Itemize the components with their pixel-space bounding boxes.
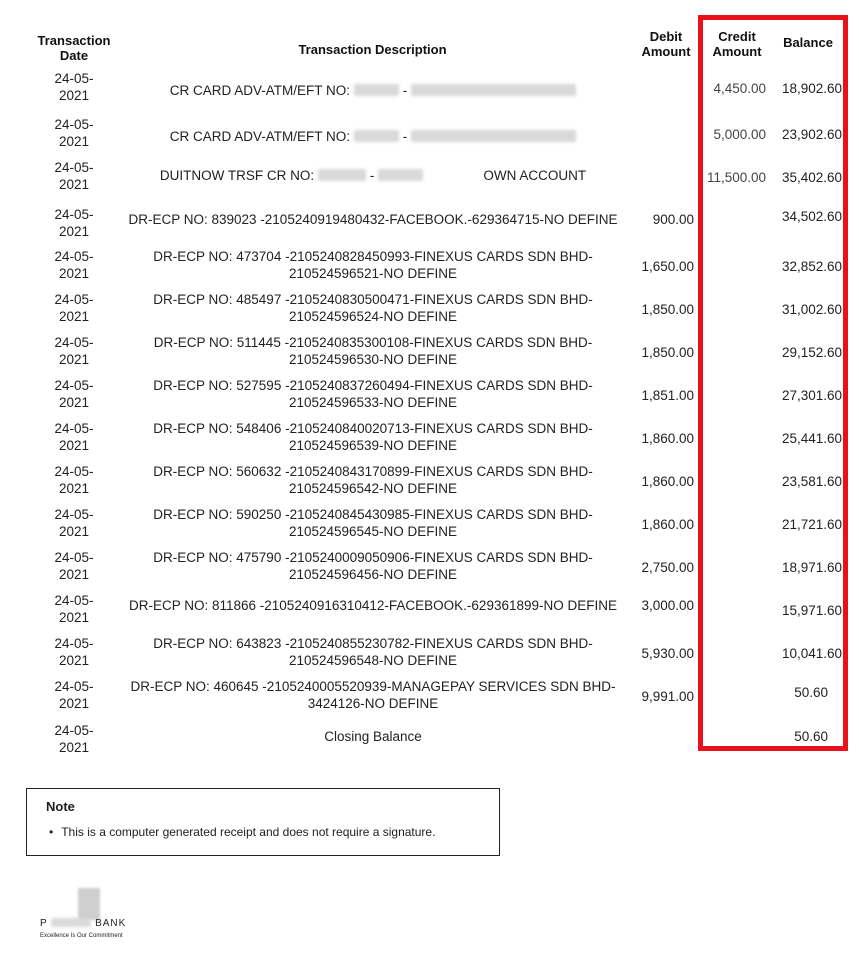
- row-description: [118, 549, 628, 583]
- description-text: CR CARD ADV-ATM/EFT NO:: [169, 83, 351, 98]
- bullet-icon: •: [49, 825, 54, 839]
- row-balance: 18,902.60: [781, 81, 842, 96]
- row-balance: 35,402.60: [781, 170, 842, 185]
- note-item: [49, 825, 435, 839]
- description-line-2: 210524596542-NO DEFINE: [288, 481, 458, 496]
- row-date: 24-05- 2021: [54, 207, 94, 239]
- description-line-2: 210524596533-NO DEFINE: [288, 395, 458, 410]
- bank-tagline: Excellence Is Our Commitment: [40, 933, 123, 939]
- description-line-1: DR-ECP NO: 590250 -2105240845430985-FINEXUS CARDS SDN BHD-: [153, 507, 593, 522]
- description-line-2: 3424126-NO DEFINE: [307, 696, 439, 711]
- separator: -: [366, 168, 375, 183]
- separator: -: [399, 129, 408, 144]
- description-line-1: DR-ECP NO: 473704 -2105240828450993-FINEXUS CARDS SDN BHD-: [153, 249, 593, 264]
- row-balance: 50.60: [794, 685, 828, 700]
- row-balance: 31,002.60: [781, 302, 842, 317]
- description-text: DUITNOW TRSF CR NO:: [159, 168, 315, 183]
- row-date: 24-05- 2021: [54, 71, 94, 103]
- row-date: 24-05- 2021: [54, 464, 94, 496]
- row-balance: 25,441.60: [781, 431, 842, 446]
- description-line-1: Closing Balance: [324, 729, 422, 744]
- description-line-2: 210524596456-NO DEFINE: [288, 567, 458, 582]
- row-date: 24-05- 2021: [54, 335, 94, 367]
- note-title: Note: [46, 799, 75, 814]
- row-debit: 1,850.00: [641, 302, 694, 317]
- header-debit: Debit Amount: [641, 29, 691, 59]
- row-date: 24-05- 2021: [54, 378, 94, 410]
- row-balance: 27,301.60: [781, 388, 842, 403]
- redacted-text: [354, 130, 399, 142]
- row-credit: 11,500.00: [706, 170, 766, 185]
- row-debit: 1,860.00: [641, 474, 694, 489]
- note-box: [26, 788, 500, 856]
- row-description: [118, 678, 628, 712]
- description-line-1: DR-ECP NO: 511445 -2105240835300108-FINEXUS CARDS SDN BHD-: [153, 335, 593, 350]
- description-line-1: DR-ECP NO: 839023 -2105240919480432-FACEBOOK.-629364715-NO DEFINE: [128, 212, 618, 227]
- description-text: CR CARD ADV-ATM/EFT NO:: [169, 129, 351, 144]
- row-debit: 3,000.00: [641, 598, 694, 613]
- redacted-logo-mark: [78, 888, 100, 920]
- row-date: 24-05- 2021: [54, 636, 94, 668]
- redacted-text: [318, 169, 366, 181]
- description-line-1: DR-ECP NO: 460645 -2105240005520939-MANAGEPAY SERVICES SDN BHD-: [130, 679, 616, 694]
- description-line-1: DR-ECP NO: 527595 -2105240837260494-FINEXUS CARDS SDN BHD-: [153, 378, 593, 393]
- description-line-1: DR-ECP NO: 548406 -2105240840020713-FINEXUS CARDS SDN BHD-: [153, 421, 593, 436]
- description-line-2: 210524596545-NO DEFINE: [288, 524, 458, 539]
- redacted-text: [411, 130, 576, 142]
- header-balance: Balance: [783, 35, 833, 50]
- description-line-1: DR-ECP NO: 643823 -2105240855230782-FINEXUS CARDS SDN BHD-: [153, 636, 593, 651]
- row-balance: 23,902.60: [781, 127, 842, 142]
- bank-name-prefix: P: [40, 918, 48, 929]
- row-date: 24-05- 2021: [54, 421, 94, 453]
- row-description: [118, 506, 628, 540]
- redacted-text: [51, 918, 91, 927]
- note-text: This is a computer generated receipt and does not require a signature.: [61, 825, 436, 839]
- description-line-2: 210524596548-NO DEFINE: [288, 653, 458, 668]
- row-balance: 32,852.60: [781, 259, 842, 274]
- row-description: [118, 463, 628, 497]
- row-date: 24-05- 2021: [54, 292, 94, 324]
- bank-name: [40, 918, 126, 929]
- row-balance: 29,152.60: [781, 345, 842, 360]
- bank-logo: [40, 888, 170, 948]
- row-balance: 10,041.60: [781, 646, 842, 661]
- row-description: [118, 128, 628, 145]
- row-credit: 4,450.00: [713, 81, 766, 96]
- row-date: 24-05- 2021: [54, 723, 94, 755]
- row-date: 24-05- 2021: [54, 507, 94, 539]
- description-line-2: 210524596530-NO DEFINE: [288, 352, 458, 367]
- row-debit: 2,750.00: [641, 560, 694, 575]
- description-line-1: DR-ECP NO: 485497 -2105240830500471-FINEXUS CARDS SDN BHD-: [153, 292, 593, 307]
- header-description: Transaction Description: [298, 42, 447, 57]
- description-line-2: 210524596521-NO DEFINE: [288, 266, 458, 281]
- redacted-text: [411, 84, 576, 96]
- bank-name-suffix: BANK: [95, 918, 127, 929]
- row-date: 24-05- 2021: [54, 117, 94, 149]
- row-description: [118, 167, 628, 184]
- description-line-1: DR-ECP NO: 560632 -2105240843170899-FINEXUS CARDS SDN BHD-: [153, 464, 593, 479]
- row-description: [118, 635, 628, 669]
- row-description: [118, 377, 628, 411]
- row-description: [118, 82, 628, 99]
- row-date: 24-05- 2021: [54, 550, 94, 582]
- highlight-box: [698, 15, 848, 751]
- row-debit: 1,850.00: [641, 345, 694, 360]
- redacted-text: [378, 169, 423, 181]
- row-balance: 18,971.60: [781, 560, 842, 575]
- row-debit: 900.00: [652, 212, 694, 227]
- row-debit: 9,991.00: [641, 689, 694, 704]
- row-date: 24-05- 2021: [54, 249, 94, 281]
- separator: -: [399, 83, 408, 98]
- row-date: 24-05- 2021: [54, 679, 94, 711]
- description-note: OWN ACCOUNT: [483, 168, 587, 183]
- row-debit: 1,851.00: [641, 388, 694, 403]
- row-balance: 23,581.60: [781, 474, 842, 489]
- header-credit: Credit Amount: [712, 29, 762, 59]
- row-description: [118, 334, 628, 368]
- row-debit: 1,650.00: [641, 259, 694, 274]
- description-line-2: 210524596524-NO DEFINE: [288, 309, 458, 324]
- redacted-text: [354, 84, 399, 96]
- row-description: [118, 597, 628, 614]
- row-date: 24-05- 2021: [54, 160, 94, 192]
- row-debit: 1,860.00: [641, 431, 694, 446]
- description-line-1: DR-ECP NO: 811866 -2105240916310412-FACEBOOK.-629361899-NO DEFINE: [128, 598, 618, 613]
- description-line-1: DR-ECP NO: 475790 -2105240009050906-FINEXUS CARDS SDN BHD-: [153, 550, 593, 565]
- row-balance: 21,721.60: [781, 517, 842, 532]
- row-description: [118, 728, 628, 745]
- row-date: 24-05- 2021: [54, 593, 94, 625]
- header-date: Transaction Date: [37, 33, 111, 63]
- row-description: [118, 291, 628, 325]
- description-line-2: 210524596539-NO DEFINE: [288, 438, 458, 453]
- row-description: [118, 248, 628, 282]
- row-balance: 50.60: [794, 729, 828, 744]
- row-debit: 5,930.00: [641, 646, 694, 661]
- row-description: [118, 420, 628, 454]
- row-balance: 15,971.60: [781, 603, 842, 618]
- row-balance: 34,502.60: [781, 209, 842, 224]
- row-debit: 1,860.00: [641, 517, 694, 532]
- row-description: [118, 211, 628, 228]
- row-credit: 5,000.00: [713, 127, 766, 142]
